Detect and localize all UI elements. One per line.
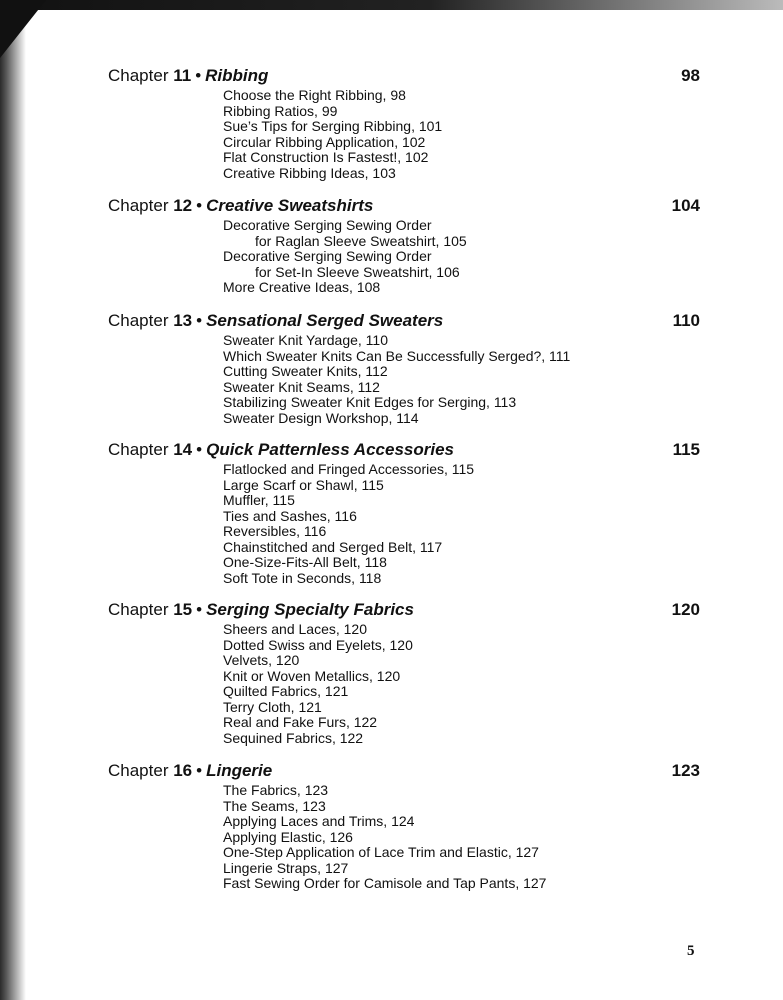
chapter-heading — [108, 64, 700, 88]
section-entry — [223, 104, 700, 120]
section-entry — [223, 861, 700, 877]
section-entry — [223, 830, 700, 846]
bullet-separator: • — [196, 440, 203, 459]
chapter-heading — [108, 438, 700, 462]
section-entry-text: Sheers and Laces, 120 — [223, 621, 367, 637]
bullet-separator: • — [196, 761, 203, 780]
section-entry-text: Fast Sewing Order for Camisole and Tap Pants, 127 — [223, 875, 547, 891]
section-entry-text: Creative Ribbing Ideas, 103 — [223, 164, 396, 181]
section-entry — [223, 622, 700, 638]
section-entry — [223, 669, 700, 685]
bullet-separator: • — [196, 600, 203, 619]
chapter-number: 16 — [173, 761, 193, 780]
section-entry-text: Applying Elastic, 126 — [223, 828, 353, 845]
chapter-label — [108, 66, 268, 85]
bullet-separator: • — [195, 66, 202, 85]
scan-corner-shadow — [0, 0, 46, 58]
chapter-heading — [108, 598, 700, 622]
section-entry — [223, 234, 700, 250]
section-entry-text: Knit or Woven Metallics, 120 — [223, 667, 401, 684]
section-entry-text: Which Sweater Knits Can Be Successfully Serged?, 111 — [223, 347, 571, 364]
section-entry-text: Ties and Sashes, 116 — [223, 507, 357, 524]
section-entry-text: Sue’s Tips for Serging Ribbing, 101 — [223, 118, 443, 134]
section-list — [108, 88, 700, 181]
section-entry-text: Flatlocked and Fringed Accessories, 115 — [223, 461, 475, 477]
section-entry-text: Decorative Serging Sewing Order — [223, 248, 432, 264]
section-entry — [223, 280, 700, 296]
scan-edge-top — [0, 0, 783, 10]
section-entry-text: Real and Fake Furs, 122 — [223, 714, 378, 730]
section-entry-text: Soft Tote in Seconds, 118 — [223, 569, 382, 586]
chapter-heading — [108, 194, 700, 218]
chapter-page-number: 123 — [671, 761, 700, 780]
section-entry-text: Sweater Knit Seams, 112 — [223, 378, 380, 395]
section-entry-text: Terry Cloth, 121 — [223, 698, 322, 715]
section-entry — [223, 684, 700, 700]
section-entry — [223, 462, 700, 478]
chapter-word: Chapter — [108, 66, 169, 85]
section-entry — [223, 509, 700, 525]
section-entry-text: Circular Ribbing Application, 102 — [223, 133, 426, 150]
chapter-heading — [108, 759, 700, 783]
chapter-label — [108, 761, 272, 780]
section-entry — [223, 333, 700, 349]
bullet-separator: • — [196, 311, 203, 330]
chapter-title: Serging Specialty Fabrics — [206, 600, 414, 619]
section-entry-text: Dotted Swiss and Eyelets, 120 — [223, 636, 413, 653]
section-entry-text: Ribbing Ratios, 99 — [223, 102, 338, 119]
section-entry-text: Velvets, 120 — [223, 652, 300, 668]
section-entry-text: for Set-In Sleeve Sweatshirt, 106 — [255, 263, 460, 280]
chapter-word: Chapter — [108, 440, 169, 459]
chapter-title: Lingerie — [206, 761, 273, 780]
section-entry — [223, 653, 700, 669]
scan-edge-left — [0, 0, 26, 1000]
section-entry — [223, 395, 700, 411]
section-entry — [223, 411, 700, 427]
chapter-word: Chapter — [108, 196, 169, 215]
section-entry — [223, 638, 700, 654]
section-entry-text: Muffler, 115 — [223, 492, 295, 508]
section-entry-text: Flat Construction Is Fastest!, 102 — [223, 149, 429, 165]
chapter-page-number: 98 — [681, 66, 700, 85]
section-entry-text: The Seams, 123 — [223, 797, 326, 814]
section-entry — [223, 249, 700, 265]
section-list — [108, 462, 700, 586]
chapter-11 — [108, 64, 700, 181]
section-entry-text: Cutting Sweater Knits, 112 — [223, 363, 388, 379]
section-entry — [223, 218, 700, 234]
section-entry-text: One-Size-Fits-All Belt, 118 — [223, 554, 387, 570]
chapter-16 — [108, 759, 700, 892]
section-entry-text: Sweater Design Workshop, 114 — [223, 409, 419, 426]
section-entry — [223, 845, 700, 861]
bullet-separator: • — [196, 196, 203, 215]
chapter-title: Creative Sweatshirts — [206, 196, 374, 215]
section-entry — [223, 380, 700, 396]
chapter-page-number: 104 — [671, 196, 700, 215]
section-list — [108, 333, 700, 426]
chapter-title: Sensational Serged Sweaters — [206, 311, 444, 330]
chapter-page-number: 115 — [672, 440, 700, 459]
section-entry — [223, 150, 700, 166]
chapter-page-number: 110 — [672, 311, 700, 330]
section-entry — [223, 135, 700, 151]
section-entry — [223, 783, 700, 799]
section-entry-text: More Creative Ideas, 108 — [223, 279, 381, 295]
section-entry-text: Quilted Fabrics, 121 — [223, 683, 349, 699]
section-entry — [223, 876, 700, 892]
section-entry-text: Choose the Right Ribbing, 98 — [223, 87, 406, 103]
chapter-word: Chapter — [108, 600, 169, 619]
section-entry — [223, 166, 700, 182]
section-entry — [223, 814, 700, 830]
chapter-number: 12 — [173, 196, 193, 215]
section-entry-text: Sequined Fabrics, 122 — [223, 729, 364, 746]
section-entry-text: The Fabrics, 123 — [223, 782, 329, 798]
chapter-number: 11 — [173, 66, 192, 85]
chapter-13 — [108, 309, 700, 426]
section-entry — [223, 265, 700, 281]
chapter-label — [108, 600, 414, 619]
chapter-label — [108, 196, 373, 215]
chapter-title: Ribbing — [205, 66, 269, 85]
chapter-number: 13 — [173, 311, 193, 330]
section-entry — [223, 731, 700, 747]
section-entry-text: Reversibles, 116 — [223, 523, 327, 539]
section-entry-text: Lingerie Straps, 127 — [223, 859, 349, 876]
section-entry — [223, 700, 700, 716]
section-entry — [223, 524, 700, 540]
section-list — [108, 218, 700, 296]
section-entry-text: Sweater Knit Yardage, 110 — [223, 332, 388, 348]
chapter-label — [108, 440, 454, 459]
section-entry-text: Decorative Serging Sewing Order — [223, 217, 432, 233]
chapter-title: Quick Patternless Accessories — [206, 440, 454, 459]
section-entry — [223, 799, 700, 815]
section-list — [108, 622, 700, 746]
section-entry — [223, 119, 700, 135]
section-entry — [223, 571, 700, 587]
chapter-15 — [108, 598, 700, 746]
chapter-page-number: 120 — [671, 600, 700, 619]
section-entry — [223, 555, 700, 571]
section-entry — [223, 540, 700, 556]
section-entry-text: Chainstitched and Serged Belt, 117 — [223, 538, 443, 555]
section-entry — [223, 493, 700, 509]
chapter-14 — [108, 438, 700, 586]
chapter-word: Chapter — [108, 311, 169, 330]
section-entry — [223, 478, 700, 494]
chapter-heading — [108, 309, 700, 333]
section-entry-text: One-Step Application of Lace Trim and Elastic, 127 — [223, 844, 539, 860]
section-entry — [223, 349, 700, 365]
section-entry-text: Applying Laces and Trims, 124 — [223, 813, 415, 829]
section-entry-text: Large Scarf or Shawl, 115 — [223, 476, 384, 493]
page-number: 5 — [687, 943, 695, 959]
section-entry — [223, 364, 700, 380]
section-list — [108, 783, 700, 892]
section-entry — [223, 715, 700, 731]
chapter-label — [108, 311, 443, 330]
section-entry-text: for Raglan Sleeve Sweatshirt, 105 — [255, 232, 467, 249]
chapter-number: 14 — [173, 440, 193, 459]
chapter-word: Chapter — [108, 761, 169, 780]
chapter-12 — [108, 194, 700, 296]
chapter-number: 15 — [173, 600, 193, 619]
section-entry — [223, 88, 700, 104]
section-entry-text: Stabilizing Sweater Knit Edges for Serging, 113 — [223, 394, 517, 410]
